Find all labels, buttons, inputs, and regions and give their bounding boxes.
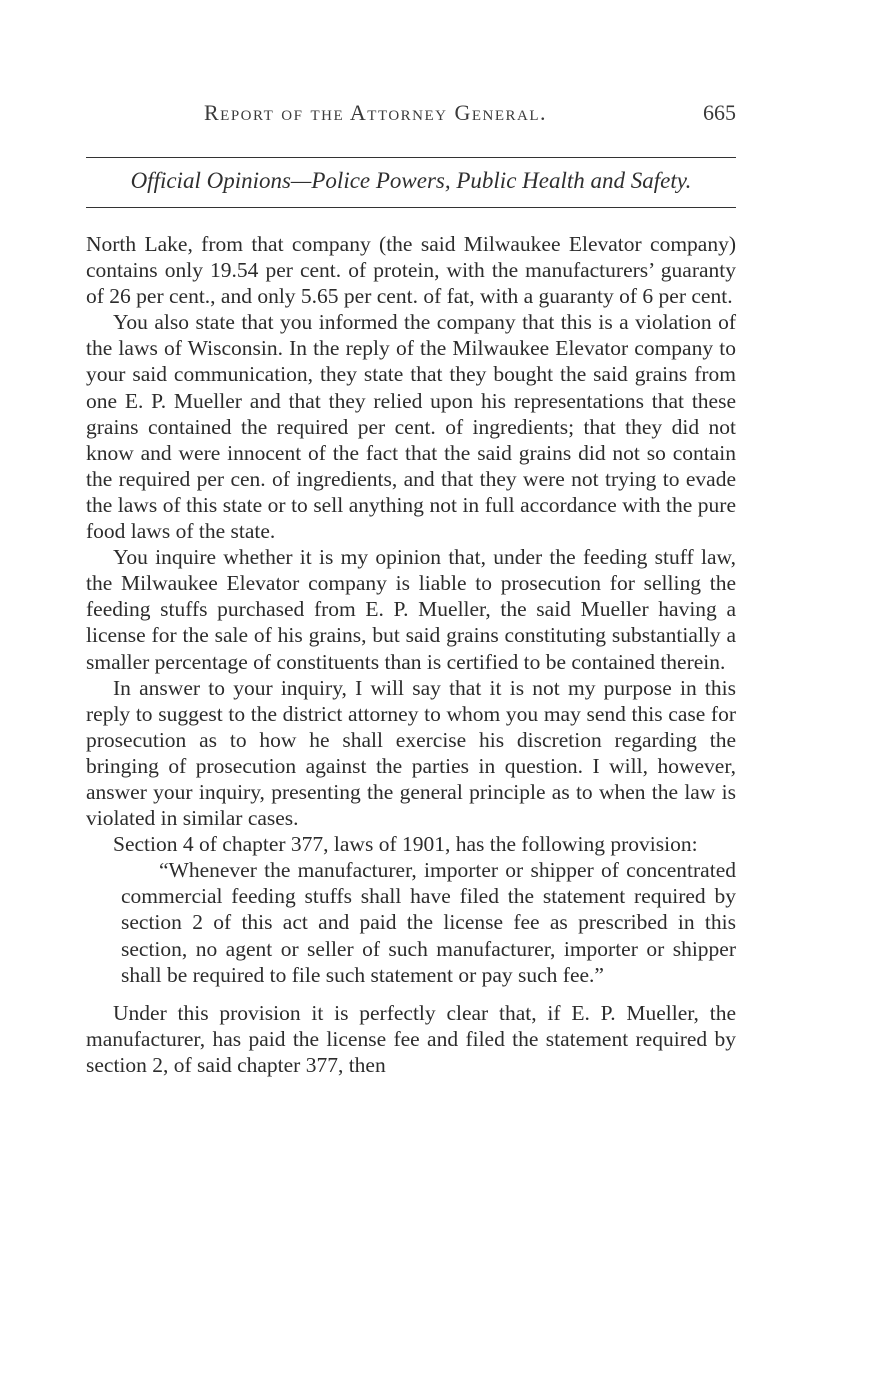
paragraph-gap <box>86 988 736 1000</box>
paragraph-closing: Under this provision it is perfectly clear that, if E. P. Mueller, the manufacturer, has paid the license fee and filed the statement required by section 2, of said chapter 377, then <box>86 1000 736 1077</box>
body-text <box>86 231 736 1078</box>
paragraph: You inquire whether it is my opinion that, under the feeding stuff law, the Milwaukee Elevator company is liable to prosecution for selling the feeding stuffs purchased from E. P. Mueller, the said Mueller having a license for the sale of his grains, but said grains constituting substantially a smaller percentage of constituents than is certified to be contained therein. <box>86 545 736 674</box>
paragraph: Section 4 of chapter 377, laws of 1901, has the following provision: <box>113 832 698 857</box>
section-title: Official Opinions—Police Powers, Public Health and Safety. <box>130 168 692 193</box>
paragraph: You also state that you informed the company that this is a violation of the laws of Wisconsin. In the reply of the Milwaukee Elevator company to your said communication, they state that they bought the said grains from one E. P. Mueller and that they relied upon his representations that these grains contained the required per cent. of ingredients; that they did not know and were innocent of the fact that the said grains did not so contain the required per cen. of ingredients, and that they were not trying to evade the laws of this state or to sell anything not in full accordance with the pure food laws of the state. <box>86 310 736 544</box>
running-head <box>86 100 736 130</box>
block-quote: “Whenever the manufacturer, importer or shipper of concentrated commercial feeding stuffs shall have filed the statement required by section 2 of this act and paid the license fee as prescribed in this section, no agent or seller of such manufacturer, importer or shipper shall be required to file such statement or pay such fee.” <box>121 858 736 987</box>
paragraph-continued: North Lake, from that company (the said Milwaukee Elevator company) contains only 19.54 per cent. of protein, with the manufacturers’ guaranty of 26 per cent., and only 5.65 per cent. of fat, with a guaranty of 6 per cent. <box>86 232 736 309</box>
paragraph: In answer to your inquiry, I will say that it is not my purpose in this reply to suggest to the district attorney to whom you may send this case for prosecution as to how he shall exercise his discretion regarding the bringing of prosecution against the parties in question. I will, however, answer your inquiry, presenting the general principle as to when the law is violated in similar cases. <box>86 675 736 831</box>
bottom-rule <box>86 207 736 208</box>
top-rule <box>86 157 736 158</box>
page-number: 665 <box>703 100 736 125</box>
running-title: Report of the Attorney General. <box>204 100 548 125</box>
